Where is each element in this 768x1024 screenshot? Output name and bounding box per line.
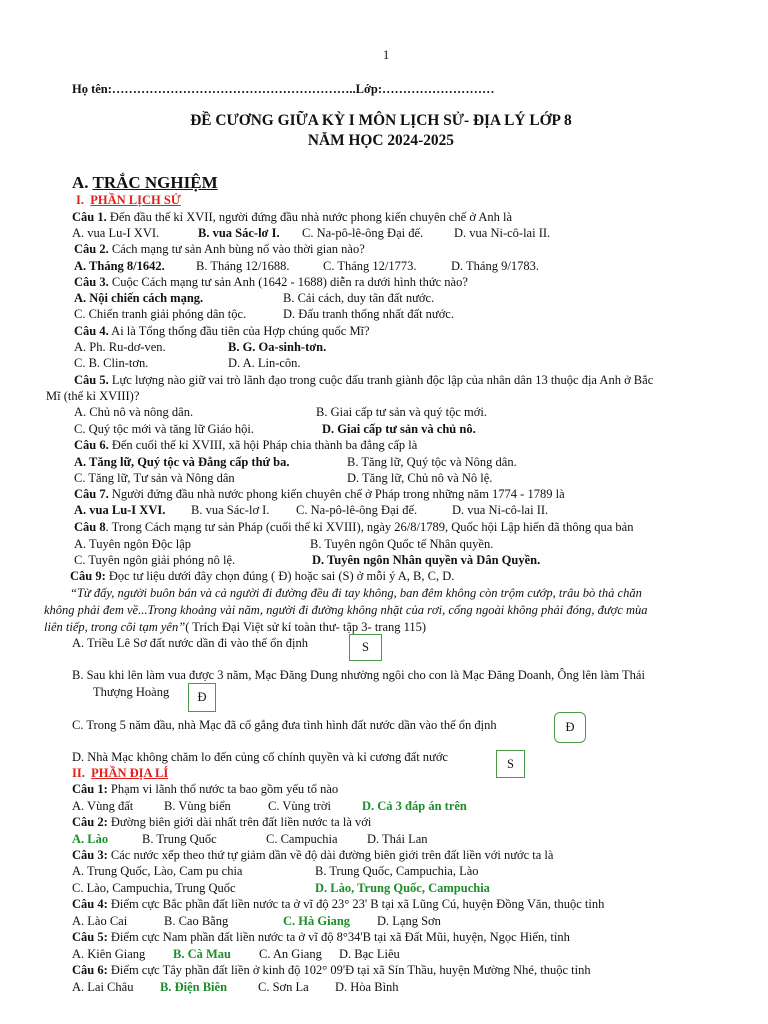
history-q7-option-c: C. Na-pô-lê-ông Đại đế. (296, 503, 418, 517)
question-text: Người đứng đầu nhà nước phong kiến chuyên chế ở Pháp trong những năm 1774 - 1789 là (108, 487, 565, 501)
question-label: Câu 8 (74, 520, 106, 534)
history-q9-stem (70, 569, 454, 584)
question-text: Điểm cực Tây phần đất liền ở kinh độ 102° 09'Đ tại xã Sín Thầu, huyện Mường Nhé, thuộc tỉnh (107, 963, 591, 977)
history-q7-option-d: D. vua Ni-cô-lai II. (452, 503, 549, 517)
geo-q2-stem (72, 815, 371, 830)
section-a-label: TRẮC NGHIỆM (92, 173, 218, 192)
document-subtitle: NĂM HỌC 2024-2025 (307, 132, 454, 149)
geo-q1-option-d: D. Cả 3 đáp án trên (362, 799, 467, 813)
document-title: ĐỀ CƯƠNG GIỮA KỲ I MÔN LỊCH SỬ- ĐỊA LÝ LỚP 8 (190, 112, 572, 129)
history-q4-option-d: D. A. Lin-côn. (228, 356, 301, 370)
history-q3-stem (74, 275, 468, 290)
section-a-heading (72, 173, 218, 192)
history-q7-stem (74, 487, 565, 502)
question-text: . Trong Cách mạng tư sản Pháp (cuối thế kỉ XVIII), ngày 26/8/1789, Quốc hội Lập hiến đã thông qua bản (105, 520, 634, 534)
part-1-label: PHẦN LỊCH SỬ (90, 193, 181, 207)
question-text: Cách mạng tư sản Anh bùng nổ vào thời gian nào? (108, 242, 365, 256)
quote-source: ( Trích Đại Việt sử kí toàn thư- tập 3- trang 115) (185, 620, 427, 634)
geo-q3-option-b: B. Trung Quốc, Campuchia, Lào (315, 864, 479, 878)
history-q9-quote-line-1: “Từ đấy, người buôn bán và cả người đi đường đều đi tay không, ban đêm không còn trộm cướp, trâu bò thả chăn (70, 586, 642, 600)
history-q1-option-c: C. Na-pô-lê-ông Đại đế. (302, 226, 424, 240)
history-q6-option-d: D. Tăng lữ, Chủ nô và Nô lệ. (347, 471, 493, 485)
question-label: Câu 6. (74, 438, 109, 452)
geo-q6-option-c: C. Sơn La (258, 980, 309, 994)
geo-q4-stem (72, 897, 604, 912)
question-text: Phạm vi lãnh thổ nước ta bao gồm yếu tố nào (107, 782, 339, 796)
geo-q2-option-a: A. Lào (72, 832, 109, 846)
geo-q2-option-d: D. Thái Lan (367, 832, 428, 846)
question-label: Câu 3: (72, 848, 108, 862)
question-text: Điểm cực Nam phần đất liền nước ta ở vĩ độ 8°34'B tại xã Đất Mũi, huyện, Ngọc Hiển, tỉnh (107, 930, 570, 944)
geo-q4-option-d: D. Lạng Sơn (377, 914, 441, 928)
geo-q3-option-d: D. Lào, Trung Quốc, Campuchia (315, 881, 490, 895)
geo-q4-option-b: B. Cao Bằng (164, 914, 229, 928)
history-q5-option-d: D. Giai cấp tư sản và chủ nô. (322, 422, 476, 436)
geo-q5-stem (72, 930, 570, 945)
history-q1-option-d: D. vua Ni-cô-lai II. (454, 226, 551, 240)
history-q9-answer-a: S (349, 634, 382, 661)
part-1-prefix: I. (76, 193, 84, 207)
history-q9-statement-c: C. Trong 5 năm đầu, nhà Mạc đã cố gắng đưa tình hình đất nước dần vào thế ổn định (72, 718, 497, 732)
geo-q5-option-c: C. An Giang (259, 947, 322, 961)
question-text: Đến đầu thế kỉ XVII, người đứng đầu nhà nước phong kiến chuyên chế ở Anh là (106, 210, 513, 224)
history-q5-option-b: B. Giai cấp tư sản và quý tộc mới. (316, 405, 487, 419)
history-q6-option-a: A. Tăng lữ, Quý tộc và Đẳng cấp thứ ba. (74, 455, 290, 469)
question-text: Lực lượng nào giữ vai trò lãnh đạo trong cuộc đấu tranh giành độc lập của nhân dân 13 thuộc địa Anh ở Bắc (108, 373, 654, 387)
question-label: Câu 4: (72, 897, 108, 911)
history-q9-statement-b: B. Sau khi lên làm vua được 3 năm, Mạc Đăng Dung nhường ngôi cho con là Mạc Đăng Doanh, Ông lên làm Thái (72, 668, 645, 682)
section-a-prefix: A. (72, 173, 89, 192)
geo-q3-option-c: C. Lào, Campuchia, Trung Quốc (72, 881, 236, 895)
geo-q6-option-d: D. Hòa Bình (335, 980, 399, 994)
question-label: Câu 3. (74, 275, 109, 289)
history-q1-option-a: A. vua Lu-I XVI. (72, 226, 160, 240)
history-q1-stem (72, 210, 512, 225)
history-q4-option-a: A. Ph. Ru-dơ-ven. (74, 340, 166, 354)
history-q4-stem (74, 324, 370, 339)
question-label: Câu 1: (72, 782, 108, 796)
geo-q2-option-c: C. Campuchia (266, 832, 338, 846)
history-q2-option-c: C. Tháng 12/1773. (323, 259, 417, 273)
history-q9-quote-line-2: không phải đem về...Trong khoảng vài năm, người đi đường không nhặt của rơi, cổng ngoài không phải đóng, được mùa (44, 603, 648, 617)
history-q2-option-d: D. Tháng 9/1783. (451, 259, 539, 273)
history-q8-option-c: C. Tuyên ngôn giải phóng nô lệ. (74, 553, 236, 567)
question-label: Câu 5: (72, 930, 108, 944)
geo-q5-option-d: D. Bạc Liêu (339, 947, 400, 961)
history-q8-stem (74, 520, 633, 535)
history-q6-stem (74, 438, 417, 453)
history-q8-option-a: A. Tuyên ngôn Độc lập (74, 537, 192, 551)
question-text: Cuộc Cách mạng tư sản Anh (1642 - 1688) diễn ra dưới hình thức nào? (108, 275, 468, 289)
history-q9-answer-b: Đ (188, 683, 216, 712)
geo-q3-option-a: A. Trung Quốc, Lào, Cam pu chia (72, 864, 243, 878)
question-label: Câu 2: (72, 815, 108, 829)
quote-text: liên tiếp, trong cõi tạm yên” (44, 620, 186, 634)
history-q8-option-b: B. Tuyên ngôn Quốc tế Nhân quyền. (310, 537, 494, 551)
question-label: Câu 9: (70, 569, 106, 583)
history-q9-answer-d: S (496, 750, 525, 778)
history-q1-option-b: B. vua Sác-lơ I. (198, 226, 280, 240)
geo-q4-option-a: A. Lào Cai (72, 914, 128, 928)
geo-q1-stem (72, 782, 338, 797)
history-q8-option-d: D. Tuyên ngôn Nhân quyền và Dân Quyền. (312, 553, 541, 567)
history-q5-stem-cont: Mĩ (thế kỉ XVIII)? (46, 389, 140, 403)
question-label: Câu 1. (72, 210, 107, 224)
history-q4-option-b: B. G. Oa-sinh-tơn. (228, 340, 327, 354)
question-text: Ai là Tổng thống đầu tiên của Hợp chúng quốc Mĩ? (108, 324, 370, 338)
history-q9-answer-c: Đ (554, 712, 586, 743)
page-number: 1 (383, 48, 390, 62)
history-q4-option-c: C. B. Clin-tơn. (74, 356, 149, 370)
question-text: Đọc tư liệu dưới đây chọn đúng ( Đ) hoặc sai (S) ở mỗi ý A, B, C, D. (105, 569, 455, 583)
geo-q3-stem (72, 848, 553, 863)
history-q5-option-a: A. Chủ nô và nông dân. (74, 405, 194, 419)
geo-q4-option-c: C. Hà Giang (283, 914, 351, 928)
history-q7-option-a: A. vua Lu-I XVI. (74, 503, 166, 517)
question-label: Câu 5. (74, 373, 109, 387)
geo-q1-option-c: C. Vùng trời (268, 799, 331, 813)
geo-q1-option-a: A. Vùng đất (72, 799, 134, 813)
question-label: Câu 2. (74, 242, 109, 256)
history-q9-statement-a: A. Triều Lê Sơ đất nước dần đi vào thế ổn định (72, 636, 308, 650)
question-text: Các nước xếp theo thứ tự giảm dần về độ dài đường biên giới trên đất liền với nước ta là (107, 848, 554, 862)
history-q5-stem (74, 373, 653, 388)
history-q2-option-a: A. Tháng 8/1642. (74, 259, 165, 273)
history-q2-stem (74, 242, 365, 257)
question-label: Câu 7. (74, 487, 109, 501)
geo-q6-stem (72, 963, 591, 978)
question-text: Đến cuối thế kỉ XVIII, xã hội Pháp chia thành ba đẳng cấp là (108, 438, 418, 452)
history-q9-statement-b-cont: Thượng Hoàng (93, 685, 170, 699)
history-q2-option-b: B. Tháng 12/1688. (196, 259, 290, 273)
history-q6-option-b: B. Tăng lữ, Quý tộc và Nông dân. (347, 455, 517, 469)
question-label: Câu 4. (74, 324, 109, 338)
question-text: Điểm cực Bắc phần đất liền nước ta ở vĩ độ 23° 23' B tại xã Lũng Cú, huyện Đồng Văn, thuộc tỉnh (107, 897, 605, 911)
history-q5-option-c: C. Quý tộc mới và tăng lữ Giáo hội. (74, 422, 255, 436)
geo-q1-option-b: B. Vùng biển (164, 799, 231, 813)
geo-q6-option-a: A. Lai Châu (72, 980, 134, 994)
history-q7-option-b: B. vua Sác-lơ I. (191, 503, 270, 517)
history-q3-option-d: D. Đấu tranh thống nhất đất nước. (283, 307, 454, 321)
geo-q5-option-b: B. Cà Mau (173, 947, 231, 961)
history-q3-option-c: C. Chiến tranh giải phóng dân tộc. (74, 307, 247, 321)
history-q9-quote-line-3 (44, 620, 426, 635)
history-q6-option-c: C. Tăng lữ, Tư sản và Nông dân (74, 471, 235, 485)
history-q3-option-b: B. Cải cách, duy tân đất nước. (283, 291, 435, 305)
part-2-heading (72, 766, 168, 781)
geo-q6-option-b: B. Điện Biên (160, 980, 228, 994)
name-class-line: Họ tên:…………………………………………………..Lớp:……………………… (72, 82, 495, 96)
part-2-label: PHẦN ĐỊA LÍ (91, 766, 169, 780)
part-1-heading (76, 193, 181, 208)
history-q3-option-a: A. Nội chiến cách mạng. (74, 291, 204, 305)
geo-q2-option-b: B. Trung Quốc (142, 832, 217, 846)
question-text: Đường biên giới dài nhất trên đất liền nước ta là với (107, 815, 372, 829)
question-label: Câu 6: (72, 963, 108, 977)
part-2-prefix: II. (72, 766, 85, 780)
geo-q5-option-a: A. Kiên Giang (72, 947, 146, 961)
history-q9-statement-d: D. Nhà Mạc không chăm lo đến củng cố chính quyền và kỉ cương đất nước (72, 750, 448, 764)
